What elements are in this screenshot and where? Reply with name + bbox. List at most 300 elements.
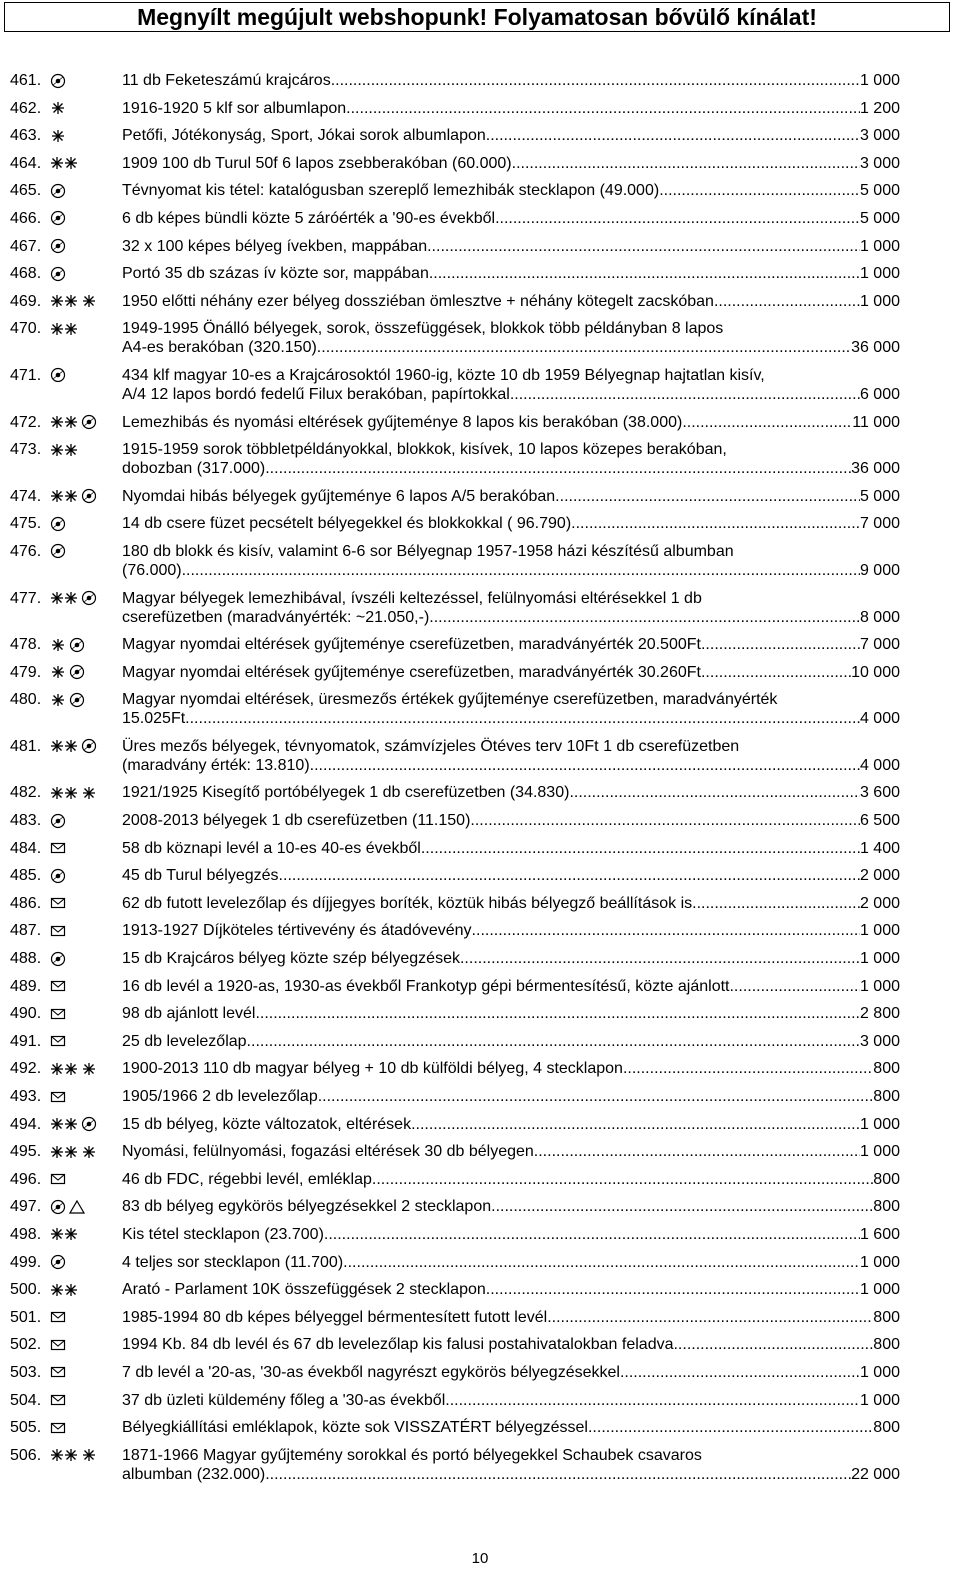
description-line: 98 db ajánlott levél [122,1005,256,1023]
mint-stamp-icon [50,590,78,606]
dot-leader [692,894,860,913]
lot-number: 499. [10,1253,42,1271]
cover-envelope-icon [50,1033,66,1049]
used-stamp-icon [81,488,97,504]
hinged-stamp-icon [81,785,97,801]
hinged-stamp-icon [81,1144,97,1160]
condition-icons [50,949,120,968]
lot-description [122,126,900,145]
lot-price: 1 000 [859,292,900,310]
description-line: 58 db köznapi levél a 10-es 40-es évekből [122,839,421,857]
description-line: Tévnyomat kis tétel: katalógusban szereplő lemezhibák stecklapon (49.000) [122,182,660,200]
lot-description [122,894,900,913]
condition-icons [50,635,120,654]
lot-row [10,663,900,682]
lot-number: 498. [10,1225,42,1243]
lot-price: 3 000 [859,154,900,172]
condition-icons [50,1308,120,1327]
condition-icons [50,783,120,802]
dot-leader [682,413,852,432]
lot-description [122,319,900,357]
lot-description [122,1418,900,1437]
condition-icons [50,866,120,885]
lot-price: 800 [873,1088,900,1105]
dot-leader [182,561,860,580]
lot-number: 488. [10,950,42,968]
lot-number: 485. [10,867,42,885]
description-line: 32 x 100 képes bélyeg ívekben, mappában [122,237,428,255]
description-line: 1909 100 db Turul 50f 6 lapos zsebberakóban (60.000) [122,154,512,172]
dot-leader [486,126,860,145]
triangle-icon [69,1199,85,1215]
dot-leader [620,1363,860,1382]
lot-price: 1 000 [859,72,900,89]
lot-number: 468. [10,265,42,283]
lot-price: 1 000 [859,977,900,995]
mint-stamp-icon [50,155,78,171]
lot-description [122,811,900,830]
mint-stamp-icon [50,293,78,309]
description-line: Magyar nyomdai eltérések, üresmezős értékek gyűjteménye cserefüzetben, maradványérték [122,691,778,709]
dot-leader [346,99,860,118]
used-stamp-icon [69,637,85,653]
lot-description [122,99,900,118]
description-line: 15 db bélyeg, közte változatok, eltérések [122,1115,412,1133]
description-line: 1915-1959 sorok többletpéldányokkal, blokkok, kisívek, 10 lapos közepes berakóban, [122,441,727,459]
hinged-stamp-icon [50,664,66,680]
lot-row [10,921,900,940]
lot-price: 3 000 [859,1032,900,1050]
lot-row [10,894,900,913]
description-line: (76.000) [122,561,182,579]
dot-leader [265,459,851,478]
mint-stamp-icon [50,414,78,430]
lot-row [10,1280,900,1299]
condition-icons [50,1059,120,1078]
lot-number: 462. [10,99,42,117]
description-line: (maradvány érték: 13.810) [122,756,310,774]
description-line: 6 db képes bündli közte 5 záróérték a '90-es évekből [122,209,496,227]
lot-description [122,264,900,283]
lot-price: 3 600 [859,784,900,802]
used-stamp-icon [50,73,66,89]
lot-row [10,319,900,357]
dot-leader [571,514,860,533]
condition-icons [50,1032,120,1051]
lot-description [122,866,900,885]
condition-icons [50,319,120,338]
lot-description [122,977,900,996]
lot-number: 474. [10,487,42,505]
cover-envelope-icon [50,1171,66,1187]
lot-row [10,487,900,506]
lot-description [122,154,900,173]
dot-leader [317,338,851,357]
lot-number: 480. [10,691,42,709]
cover-envelope-icon [50,978,66,994]
lot-row [10,1142,900,1161]
dot-leader [673,1335,873,1354]
description-line: 1994 Kb. 84 db levél és 67 db levelezőlap kis falusi postahivatalokban feladva [122,1336,674,1354]
cover-envelope-icon [50,1006,66,1022]
lot-description [122,1115,900,1134]
lot-price: 11 000 [852,413,900,431]
condition-icons [50,1363,120,1382]
lot-description [122,366,900,404]
dot-leader [510,385,860,404]
dot-leader [555,487,860,506]
condition-icons [50,366,120,385]
lot-price: 4 000 [859,756,900,774]
lot-row [10,949,900,968]
lot-row [10,1418,900,1437]
hinged-stamp-icon [50,692,66,708]
dot-leader [324,1225,860,1244]
hinged-stamp-icon [50,128,66,144]
dot-leader [255,1004,860,1023]
description-line: 1950 előtti néhány ezer bélyeg dossziéban ömlesztve + néhány kötegelt zacskóban [122,292,714,310]
lot-number: 463. [10,127,42,145]
lot-row [10,413,900,432]
condition-icons [50,589,120,608]
lot-row [10,1391,900,1410]
lot-price: 8 000 [859,608,900,626]
lot-number: 477. [10,589,42,607]
dot-leader [445,1391,860,1410]
lot-description [122,737,900,775]
lot-number: 506. [10,1446,42,1464]
lot-row [10,866,900,885]
lot-price: 800 [873,1308,900,1326]
lot-price: 4 000 [859,710,900,728]
condition-icons [50,1142,120,1161]
condition-icons [50,1197,120,1216]
dot-leader [265,1465,851,1484]
lot-price: 1 000 [859,1363,900,1381]
condition-icons [50,1004,120,1023]
dot-leader [512,154,860,173]
condition-icons [50,487,120,506]
lot-row [10,1363,900,1382]
lot-description [122,1087,900,1106]
mint-stamp-icon [50,1447,78,1463]
condition-icons [50,663,120,682]
description-line: 1916-1920 5 klf sor albumlapon [122,99,347,117]
description-line: Üres mezős bélyegek, tévnyomatok, számvízjeles Ötéves terv 10Ft 1 db cserefüzetben [122,737,740,755]
lot-description [122,690,900,728]
lot-description [122,635,900,654]
lot-row [10,811,900,830]
lot-number: 492. [10,1060,42,1078]
lot-row [10,237,900,256]
lot-description [122,1446,900,1484]
description-line: 1905/1966 2 db levelezőlap [122,1088,318,1105]
description-line: 25 db levelezőlap [122,1032,247,1050]
lot-number: 495. [10,1143,42,1161]
lot-description [122,783,900,802]
lot-row [10,366,900,404]
condition-icons [50,1446,120,1465]
dot-leader [470,811,860,830]
description-line: 1913-1927 Díjköteles tértivevény és átadóvevény [122,922,472,940]
description-line: 62 db futott levelezőlap és díjjegyes boríték, köztük hibás bélyegző beállítások is [122,894,693,912]
mint-stamp-icon [50,1061,78,1077]
lot-description [122,1308,900,1327]
lot-description [122,71,900,90]
lot-description [122,440,900,478]
lot-number: 466. [10,209,42,227]
description-line: 45 db Turul bélyegzés [122,867,279,885]
lot-number: 491. [10,1032,42,1050]
description-line: Kis tétel stecklapon (23.700) [122,1225,324,1243]
condition-icons [50,514,120,533]
lot-number: 476. [10,542,42,560]
lot-row [10,1253,900,1272]
description-line: 1949-1995 Önálló bélyegek, sorok, összefüggések, blokkok több példányban 8 lapos [122,320,724,338]
mint-stamp-icon [50,1282,78,1298]
used-stamp-icon [50,868,66,884]
lot-description [122,514,900,533]
dot-leader [547,1308,873,1327]
description-line: 37 db üzleti küldemény főleg a '30-as évekből [122,1391,446,1409]
lot-price: 9 000 [859,561,900,579]
page-number: 10 [471,1550,489,1567]
description-line: 14 db csere füzet pecsételt bélyegekkel és blokkokkal ( 96.790) [122,515,572,533]
condition-icons [50,413,120,432]
cover-envelope-icon [50,1089,66,1105]
lot-number: 475. [10,515,42,533]
lot-price: 800 [873,1060,900,1078]
lot-description [122,1225,900,1244]
cover-envelope-icon [50,895,66,911]
description-line: 2008-2013 bélyegek 1 db cserefüzetben (11.150) [122,812,471,830]
description-line: 1900-2013 110 db magyar bélyeg + 10 db külföldi bélyeg, 4 stecklapon [122,1060,623,1078]
description-line: cserefüzetben (maradványérték: ~21.050,-) [122,608,430,626]
lot-description [122,487,900,506]
lot-description [122,209,900,228]
description-line: 15.025Ft. [122,710,190,728]
announcement-banner: Megnyílt megújult webshopunk! Folyamatosan bővülő kínálat! [4,2,950,32]
lot-number: 487. [10,922,42,940]
lot-description [122,1335,900,1354]
dot-leader [714,292,860,311]
lot-row [10,99,900,118]
description-line: Nyomdai hibás bélyegek gyűjteménye 6 lapos A/5 berakóban [122,487,556,505]
lot-price: 800 [873,1198,900,1216]
hinged-stamp-icon [81,1061,97,1077]
dot-leader [486,1280,860,1299]
lot-price: 1 200 [859,99,900,117]
hinged-stamp-icon [81,293,97,309]
lot-price: 3 000 [859,127,900,145]
dot-leader [421,839,860,858]
description-line: 83 db bélyeg egykörös bélyegzésekkel 2 stecklapon [122,1198,492,1216]
used-stamp-icon [69,664,85,680]
description-line: 11 db Feketeszámú krajcáros [122,72,331,89]
description-line: A4-es berakóban (320.150) [122,339,317,357]
lot-row [10,1308,900,1327]
description-line: 434 klf magyar 10-es a Krajcárosoktól 1960-ig, közte 10 db 1959 Bélyegnap hajtatlan kisív, [122,366,765,384]
lot-row [10,209,900,228]
lot-price: 10 000 [851,663,900,681]
lot-description [122,1059,900,1078]
mint-stamp-icon [50,442,78,458]
condition-icons [50,894,120,913]
condition-icons [50,154,120,173]
condition-icons [50,1253,120,1272]
lot-price: 6 500 [859,812,900,830]
hinged-stamp-icon [81,1447,97,1463]
cover-envelope-icon [50,923,66,939]
lot-number: 464. [10,154,42,172]
lot-price: 5 000 [859,209,900,227]
dot-leader [623,1059,873,1078]
lot-price: 1 000 [859,1253,900,1271]
lot-number: 493. [10,1088,42,1105]
lot-number: 503. [10,1363,42,1381]
condition-icons [50,126,120,145]
condition-icons [50,811,120,830]
condition-icons [50,1115,120,1134]
lot-number: 494. [10,1115,42,1133]
used-stamp-icon [50,367,66,383]
cover-envelope-icon [50,840,66,856]
lot-price: 6 000 [859,385,900,403]
description-line: 180 db blokk és kisív, valamint 6-6 sor Bélyegnap 1957-1958 házi készítésű albumban [122,542,734,560]
condition-icons [50,690,120,709]
dot-leader [429,608,860,627]
lot-row [10,126,900,145]
lot-description [122,413,900,432]
lot-price: 2 000 [859,867,900,885]
lot-row [10,181,900,200]
lot-number: 465. [10,182,42,200]
used-stamp-icon [50,1254,66,1270]
lot-number: 486. [10,894,42,912]
dot-leader [429,264,860,283]
description-line: Lemezhibás és nyomási eltérések gyűjteménye 8 lapos kis berakóban (38.000) [122,413,683,431]
lot-price: 1 400 [859,839,900,857]
lot-row [10,1225,900,1244]
lot-description [122,663,900,682]
lot-row [10,440,900,478]
lot-price: 36 000 [851,339,900,357]
used-stamp-icon [81,738,97,754]
used-stamp-icon [81,1116,97,1132]
dot-leader [659,181,860,200]
description-line: Bélyegkiállítási emléklapok, közte sok VISSZATÉRT bélyegzéssel [122,1419,588,1437]
lot-price: 1 000 [859,922,900,940]
condition-icons [50,921,120,940]
lot-row [10,690,900,728]
description-line: 4 teljes sor stecklapon (11.700) [122,1253,344,1271]
used-stamp-icon [50,1199,66,1215]
lot-price: 1 600 [859,1225,900,1243]
lot-price: 1 000 [859,1391,900,1409]
lot-number: 479. [10,663,42,681]
lot-number: 482. [10,784,42,802]
condition-icons [50,1335,120,1354]
lot-number: 501. [10,1308,42,1326]
used-stamp-icon [81,590,97,606]
description-line: Portó 35 db százas ív közte sor, mappában [122,265,429,283]
lot-number: 497. [10,1198,42,1216]
description-line: dobozban (317.000) [122,460,266,478]
condition-icons [50,440,120,459]
dot-leader [588,1418,873,1437]
lot-price: 36 000 [851,460,900,478]
description-line: Magyar nyomdai eltérések gyűjteménye cserefüzetben, maradványérték 20.500Ft. [122,636,706,654]
dot-leader [460,949,860,968]
lot-number: 470. [10,320,42,338]
dot-leader [569,783,860,802]
condition-icons [50,99,120,118]
condition-icons [50,264,120,283]
dot-leader [279,866,860,885]
lot-number: 489. [10,977,42,995]
condition-icons [50,1170,120,1189]
used-stamp-icon [81,414,97,430]
lot-price: 5 000 [859,182,900,200]
used-stamp-icon [50,238,66,254]
lot-description [122,1391,900,1410]
description-line: Arató - Parlament 10K összefüggések 2 stecklapon [122,1281,486,1299]
lot-description [122,292,900,311]
dot-leader [411,1115,860,1134]
lot-description [122,921,900,940]
lot-description [122,1142,900,1161]
lot-price: 5 000 [859,487,900,505]
lot-price: 2 000 [859,894,900,912]
lot-number: 481. [10,737,42,755]
description-line: Magyar bélyegek lemezhibával, ívszéli keltezéssel, felülnyomási eltérésekkel 1 db [122,589,702,607]
lot-row [10,737,900,775]
description-line: 1985-1994 80 db képes bélyeggel bérmentesített futott levél [122,1308,548,1326]
lot-row [10,1004,900,1023]
lot-number: 471. [10,366,42,384]
lot-price: 1 000 [859,265,900,283]
dot-leader [495,209,860,228]
dot-leader [318,1087,874,1106]
lot-description [122,1253,900,1272]
lot-row [10,1115,900,1134]
lot-price: 800 [873,1336,900,1354]
lot-row [10,783,900,802]
lot-price: 1 000 [859,1281,900,1299]
condition-icons [50,1225,120,1244]
used-stamp-icon [69,692,85,708]
description-line: A/4 12 lapos bordó fedelű Filux berakóban, papírtokkal [122,385,510,403]
mint-stamp-icon [50,785,78,801]
mint-stamp-icon [50,1116,78,1132]
lot-row [10,589,900,627]
cover-envelope-icon [50,1337,66,1353]
lot-description [122,1170,900,1189]
description-line: albumban (232.000) [122,1465,266,1483]
lot-row [10,1197,900,1216]
condition-icons [50,1391,120,1410]
dot-leader [310,756,860,775]
lot-description [122,1363,900,1382]
cover-envelope-icon [50,1420,66,1436]
lot-price: 1 000 [859,1143,900,1161]
description-line: 46 db FDC, régebbi levél, emléklap [122,1170,372,1188]
lot-description [122,542,900,580]
lot-row [10,264,900,283]
lot-row [10,514,900,533]
mint-stamp-icon [50,1144,78,1160]
dot-leader [343,1253,860,1272]
